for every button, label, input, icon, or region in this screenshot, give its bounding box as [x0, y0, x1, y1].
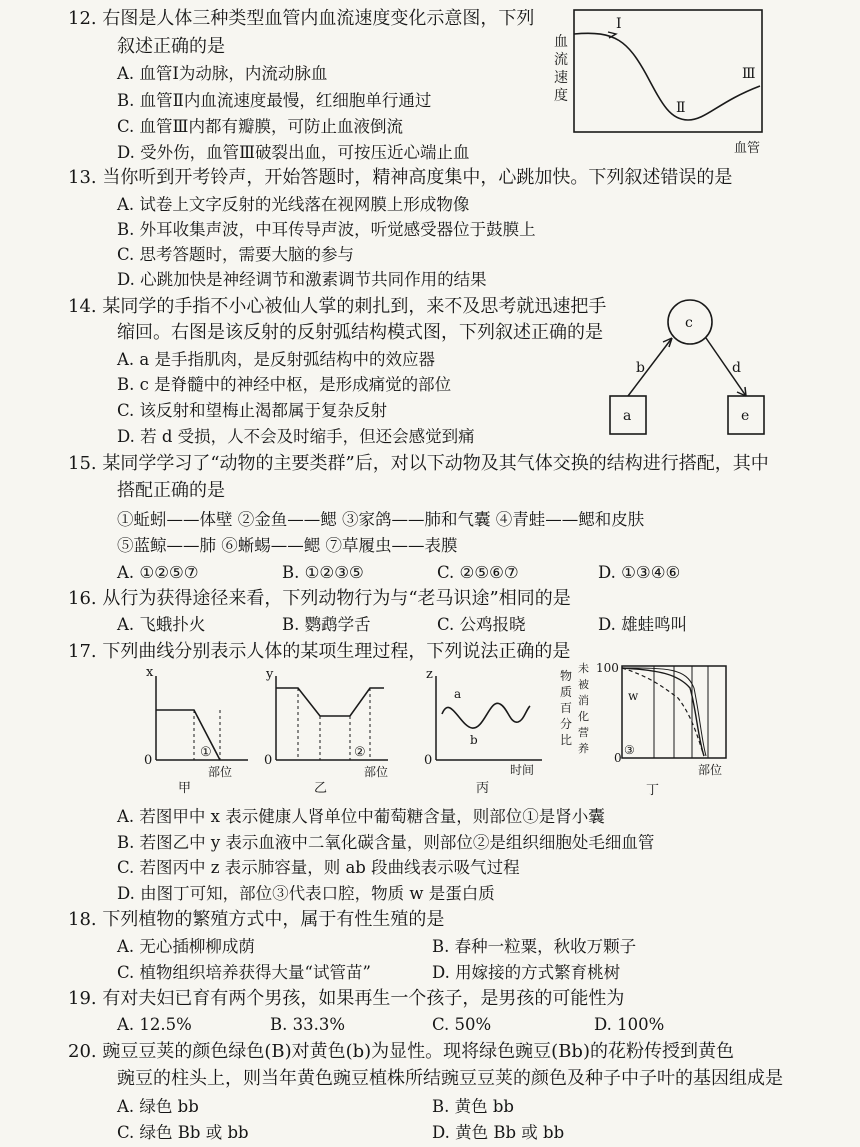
q16-option-c: C. 公鸡报晓 [437, 615, 526, 634]
q19-option-d: D. 100% [594, 1015, 665, 1034]
q12-ylabel-2: 流 [554, 52, 568, 68]
q20-option-c: C. 绿色 Bb 或 bb [117, 1123, 249, 1142]
q14-label-e: e [741, 408, 750, 424]
q12-option-c: C. 血管Ⅲ内都有瓣膜，可防止血液倒流 [117, 117, 403, 136]
q18-option-c: C. 植物组织培养获得大量“试管苗” [117, 963, 371, 982]
q17-jia-axis-y: x [146, 665, 154, 680]
q15-stem-line1: 15. 某同学学习了“动物的主要类群”后，对以下动物及其气体交换的结构进行搭配，其中 [68, 453, 769, 474]
q17-ding-ylabel-4: 分 [560, 717, 573, 731]
q17-bing-point-a: a [454, 687, 462, 701]
q20-option-d: D. 黄色 Bb 或 bb [432, 1123, 565, 1142]
q17-ding-ylabel2-5: 营 [578, 726, 589, 739]
q17-option-c: C. 若图丙中 z 表示肺容量，则 ab 段曲线表示吸气过程 [117, 858, 520, 877]
q12-stem-line1: 12. 右图是人体三种类型血管内血流速度变化示意图，下列 [68, 8, 535, 29]
q12-stem-line2: 叙述正确的是 [117, 36, 225, 57]
q17-ding-ylabel2-3: 消 [578, 694, 589, 707]
q17-bing-point-b: b [470, 733, 478, 747]
q17-stem: 17. 下列曲线分别表示人体的某项生理过程，下列说法正确的是 [68, 641, 571, 662]
q12-option-d: D. 受外伤，血管Ⅲ破裂出血，可按压近心端止血 [117, 143, 470, 162]
q12-label-vessel-2: Ⅱ [676, 100, 686, 116]
q17-ding-origin: 0 [614, 751, 622, 765]
q20-stem-line2: 豌豆的柱头上，则当年黄色豌豆植株所结豌豆豆荚的颜色及种子中子叶的基因组成是 [117, 1068, 783, 1089]
q17-figure-ding [558, 658, 758, 798]
q15-option-a: A. ①②⑤⑦ [117, 563, 199, 582]
q16-option-d: D. 雄蛙鸣叫 [598, 615, 688, 634]
q13-option-b: B. 外耳收集声波，中耳传导声波，听觉感受器位于鼓膜上 [117, 220, 536, 239]
q17-yi-axis-y: y [266, 667, 274, 682]
q12-label-vessel-1: Ⅰ [616, 16, 622, 32]
q17-ding-mark: ③ [624, 743, 635, 757]
q20-stem-line1: 20. 豌豆豆荚的颜色绿色(B)对黄色(b)为显性。现将绿色豌豆(Bb)的花粉传授到黄色 [68, 1041, 734, 1062]
q14-stem-line2: 缩回。右图是该反射的反射弧结构模式图，下列叙述正确的是 [117, 322, 603, 343]
q17-yi-caption: 乙 [314, 781, 328, 794]
q16-stem: 16. 从行为获得途径来看，下列动物行为与“老马识途”相同的是 [68, 588, 571, 609]
q17-bing-curve [442, 703, 530, 728]
q14-stem-line1: 14. 某同学的手指不小心被仙人掌的刺扎到，来不及思考就迅速把手 [68, 296, 607, 317]
q14-option-c: C. 该反射和望梅止渴都属于复杂反射 [117, 401, 388, 420]
q17-ding-ylabel-3: 百 [560, 701, 573, 715]
q14-option-d: D. 若 d 受损，人不会及时缩手，但还会感觉到痛 [117, 427, 475, 446]
q14-label-c: c [685, 315, 693, 331]
q18-stem: 18. 下列植物的繁殖方式中，属于有性生殖的是 [68, 909, 445, 930]
q17-ding-ylabel2-2: 被 [578, 678, 589, 691]
q12-option-b: B. 血管Ⅱ内血流速度最慢，红细胞单行通过 [117, 91, 432, 110]
q17-bing-axis-y: z [426, 667, 433, 682]
q17-bing-axis-x: 时间 [510, 763, 535, 777]
q20-option-b: B. 黄色 bb [432, 1097, 514, 1116]
q12-flow-curve [574, 33, 760, 120]
q15-option-c: C. ②⑤⑥⑦ [437, 563, 519, 582]
q17-jia-caption: 甲 [178, 781, 192, 794]
q17-figure-jia [138, 664, 268, 794]
q12-ylabel-1: 血 [554, 34, 568, 50]
q17-ding-w: w [628, 689, 639, 703]
q17-jia-mark: ① [200, 745, 212, 760]
q14-label-d: d [732, 360, 741, 376]
q17-option-b: B. 若图乙中 y 表示血液中二氧化碳含量，则部位②是组织细胞处毛细血管 [117, 833, 655, 852]
q15-option-b: B. ①②③⑤ [282, 563, 364, 582]
q15-pairs-line2: ⑤蓝鲸——肺 ⑥蜥蜴——鳃 ⑦草履虫——表膜 [117, 536, 458, 555]
q17-figure-yi [258, 664, 408, 794]
q12-ylabel-4: 度 [554, 88, 568, 104]
q17-ding-ylabel2-1: 未 [578, 662, 589, 675]
q14-option-b: B. c 是脊髓中的神经中枢，是形成痛觉的部位 [117, 375, 452, 394]
q18-option-d: D. 用嫁接的方式繁育桃树 [432, 963, 621, 982]
q19-option-c: C. 50% [432, 1015, 492, 1034]
q16-option-a: A. 飞蛾扑火 [117, 615, 206, 634]
q17-ding-ylabel2-4: 化 [578, 710, 589, 723]
q20-option-a: A. 绿色 bb [117, 1097, 199, 1116]
q14-path-b [628, 338, 672, 396]
q17-ding-ylabel2-6: 养 [578, 742, 589, 755]
q17-figure-bing [418, 664, 558, 794]
q12-option-a: A. 血管Ⅰ为动脉，内流动脉血 [117, 64, 328, 83]
q17-bing-origin: 0 [424, 753, 433, 768]
q17-yi-curve [276, 688, 384, 716]
q17-bing-caption: 丙 [476, 781, 490, 794]
q16-option-b: B. 鹦鹉学舌 [282, 615, 371, 634]
q17-ding-top: 100 [596, 661, 619, 675]
q13-option-a: A. 试卷上文字反射的光线落在视网膜上形成物像 [117, 195, 470, 214]
q14-reflex-arc-figure [600, 294, 780, 444]
q19-option-a: A. 12.5% [117, 1015, 192, 1034]
q18-option-b: B. 春种一粒粟，秋收万颗子 [432, 937, 637, 956]
q14-option-a: A. a 是手指肌肉，是反射弧结构中的效应器 [117, 350, 435, 369]
q13-option-c: C. 思考答题时，需要大脑的参与 [117, 245, 355, 264]
q12-ylabel-3: 速 [554, 70, 568, 86]
q15-option-d: D. ①③④⑥ [598, 563, 681, 582]
q17-ding-ylabel-1: 物 [560, 669, 573, 683]
q12-blood-flow-figure [546, 6, 786, 156]
q17-yi-origin: 0 [264, 753, 273, 768]
q13-option-d: D. 心跳加快是神经调节和激素调节共同作用的结果 [117, 270, 487, 289]
q17-option-d: D. 由图丁可知，部位③代表口腔，物质 w 是蛋白质 [117, 884, 495, 903]
q17-option-a: A. 若图甲中 x 表示健康人肾单位中葡萄糖含量，则部位①是肾小囊 [117, 807, 605, 826]
q17-yi-axis-x: 部位 [364, 765, 389, 779]
q18-option-a: A. 无心插柳柳成荫 [117, 937, 255, 956]
q17-jia-axis-x: 部位 [208, 765, 233, 779]
q14-label-b: b [636, 360, 645, 376]
q17-ding-ylabel-5: 比 [560, 733, 573, 747]
q17-ding-ylabel-2: 质 [560, 685, 573, 699]
q12-xlabel: 血管 [734, 141, 761, 156]
q13-stem: 13. 当你听到开考铃声，开始答题时，精神高度集中，心跳加快。下列叙述错误的是 [68, 167, 733, 188]
q14-label-a: a [623, 408, 632, 424]
q17-ding-axis-x: 部位 [698, 763, 723, 777]
q17-jia-origin: 0 [144, 753, 153, 768]
q15-pairs-line1: ①蚯蚓——体壁 ②金鱼——鳃 ③家鸽——肺和气囊 ④青蛙——鳃和皮肤 [117, 510, 645, 529]
q12-label-vessel-3: Ⅲ [742, 66, 756, 82]
q17-ding-caption: 丁 [646, 783, 660, 798]
q15-stem-line2: 搭配正确的是 [117, 480, 225, 501]
q19-stem: 19. 有对夫妇已育有两个男孩，如果再生一个孩子，是男孩的可能性为 [68, 988, 625, 1009]
q17-yi-mark: ② [354, 745, 366, 760]
q19-option-b: B. 33.3% [270, 1015, 346, 1034]
